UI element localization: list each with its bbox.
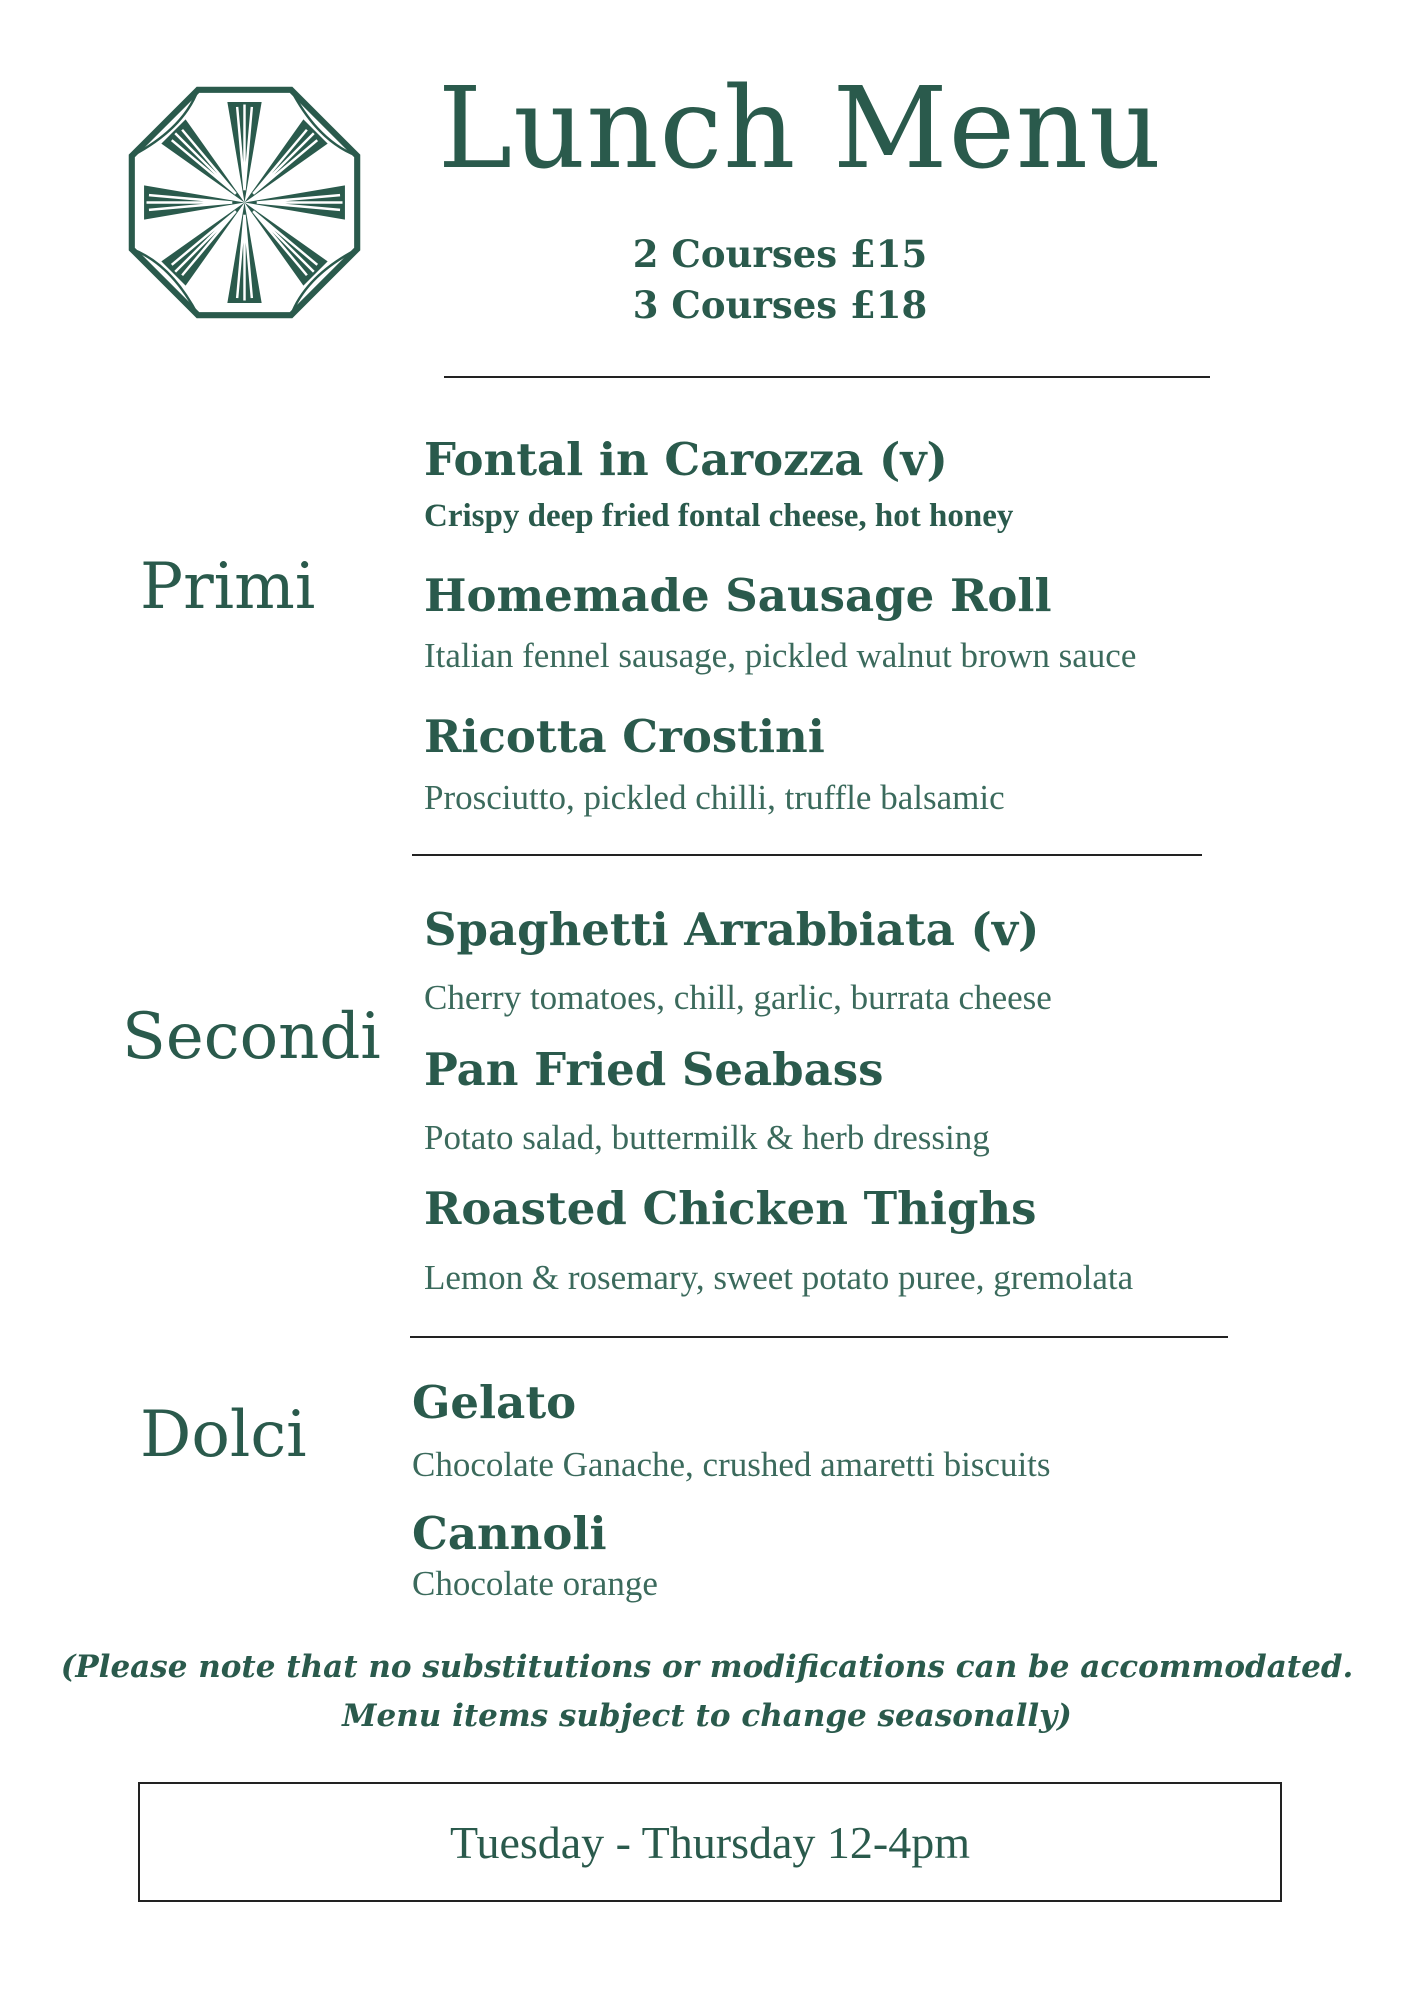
dish-name: Gelato [412,1376,577,1429]
dish-name: Fontal in Carozza (v) [424,433,948,486]
section-label-secondi: Secondi [122,1000,381,1074]
section-label-dolci: Dolci [140,1398,307,1472]
opening-hours: Tuesday - Thursday 12-4pm [449,1816,971,1868]
price-two-courses: 2 Courses £15 [632,232,928,276]
menu-title: Lunch Menu [437,64,1163,194]
dish-name: Roasted Chicken Thighs [424,1182,1037,1235]
disclaimer-note-line1: (Please note that no substitutions or modifications can be accommodated. [60,1649,1354,1685]
dish-description: Potato salad, buttermilk & herb dressing [424,1118,990,1157]
dish-name: Ricotta Crostini [424,710,825,763]
dish-description: Lemon & rosemary, sweet potato puree, gremolata [424,1258,1134,1297]
dish-description: Chocolate orange [412,1564,658,1603]
dish-name: Pan Fried Seabass [424,1043,884,1096]
disclaimer-note-line2: Menu items subject to change seasonally) [342,1698,1072,1734]
dish-name: Spaghetti Arrabbiata (v) [424,903,1040,956]
dish-description: Italian fennel sausage, pickled walnut brown sauce [424,636,1137,675]
dish-description: Prosciutto, pickled chilli, truffle balsamic [424,778,1005,817]
divider-primi [412,854,1202,856]
dish-name: Cannoli [412,1507,607,1560]
opening-hours-box [138,1782,1282,1902]
price-three-courses: 3 Courses £18 [632,283,928,327]
dish-description: Crispy deep fried fontal cheese, hot honey [424,498,1014,534]
dish-description: Chocolate Ganache, crushed amaretti biscuits [412,1445,1051,1484]
divider-header [444,376,1210,378]
dish-description: Cherry tomatoes, chill, garlic, burrata cheese [424,978,1052,1017]
divider-secondi [410,1336,1228,1338]
dish-name: Homemade Sausage Roll [424,569,1052,622]
octagon-star-emblem-icon [122,80,367,325]
section-label-primi: Primi [140,550,316,624]
